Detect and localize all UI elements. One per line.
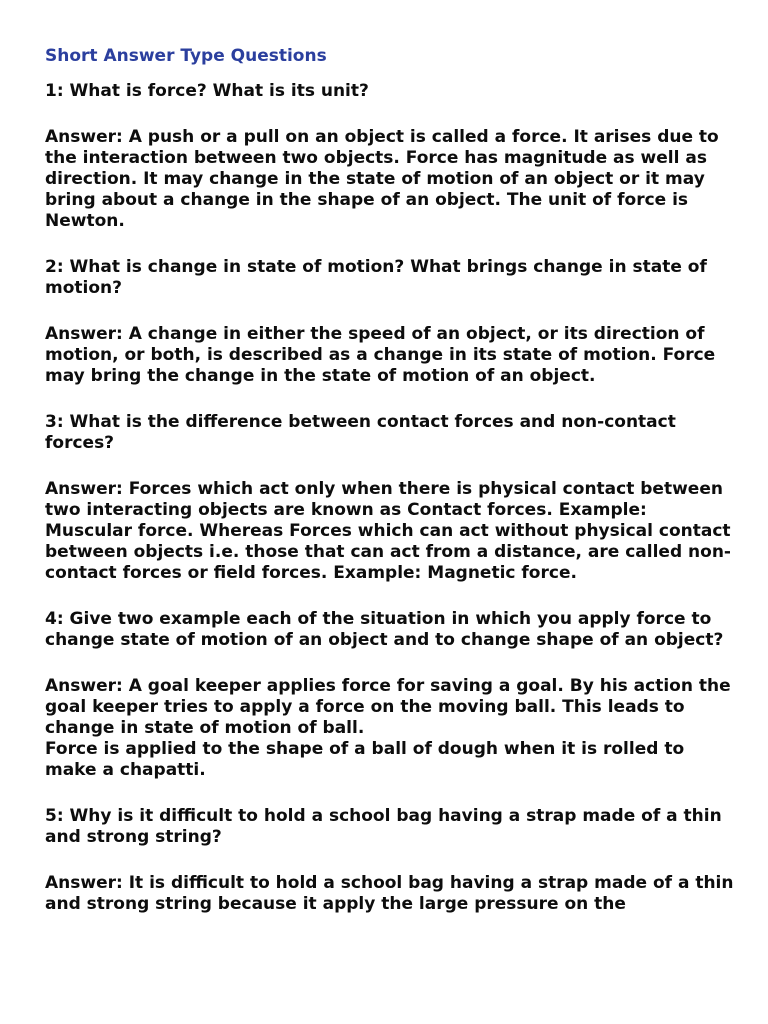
section-heading: Short Answer Type Questions [45,46,327,66]
answer-1 [45,127,735,232]
answer-4-text-part-2: Force is applied to the shape of a ball of dough when it is rolled to make a chapatti. [45,739,685,780]
answer-5-text: Answer: It is difficult to hold a school bag having a strap made of a thin and strong string because it apply the large pressure on the [45,873,734,914]
answer-3 [45,479,735,584]
answer-4-text-part-1: Answer: A goal keeper applies force for saving a goal. By his action the goal keeper tries to apply a force on the moving ball. This leads to change in state of motion of ball. [45,676,731,738]
answer-2 [45,324,735,387]
answer-1-text: Answer: A push or a pull on an object is called a force. It arises due to the interaction between two objects. Force has magnitude as well as direction. It may change in the state of motion of an object or it may bring about a change in the shape of an object. The unit of force is Newton. [45,127,719,231]
answer-3-text: Answer: Forces which act only when there is physical contact between two interacting objects are known as Contact forces. Example: Muscular force. Whereas Forces which can act without physical contact between objects i.e. those that can act from a distance, are called non-contact forces or field forces. Example: Magnetic force. [45,479,731,583]
answer-2-text: Answer: A change in either the speed of an object, or its direction of motion, or both, is described as a change in its state of motion. Force may bring the change in the state of motion of an object. [45,324,716,386]
question-1: 1: What is force? What is its unit? [45,81,369,101]
question-3: 3: What is the difference between contact forces and non-contact forces? [45,412,676,453]
answer-4 [45,676,735,781]
question-2: 2: What is change in state of motion? What brings change in state of motion? [45,257,707,298]
answer-5 [45,873,735,915]
question-4: 4: Give two example each of the situation in which you apply force to change state of motion of an object and to change shape of an object? [45,609,724,650]
question-5: 5: Why is it difficult to hold a school bag having a strap made of a thin and strong string? [45,806,722,847]
document-content [45,46,735,940]
